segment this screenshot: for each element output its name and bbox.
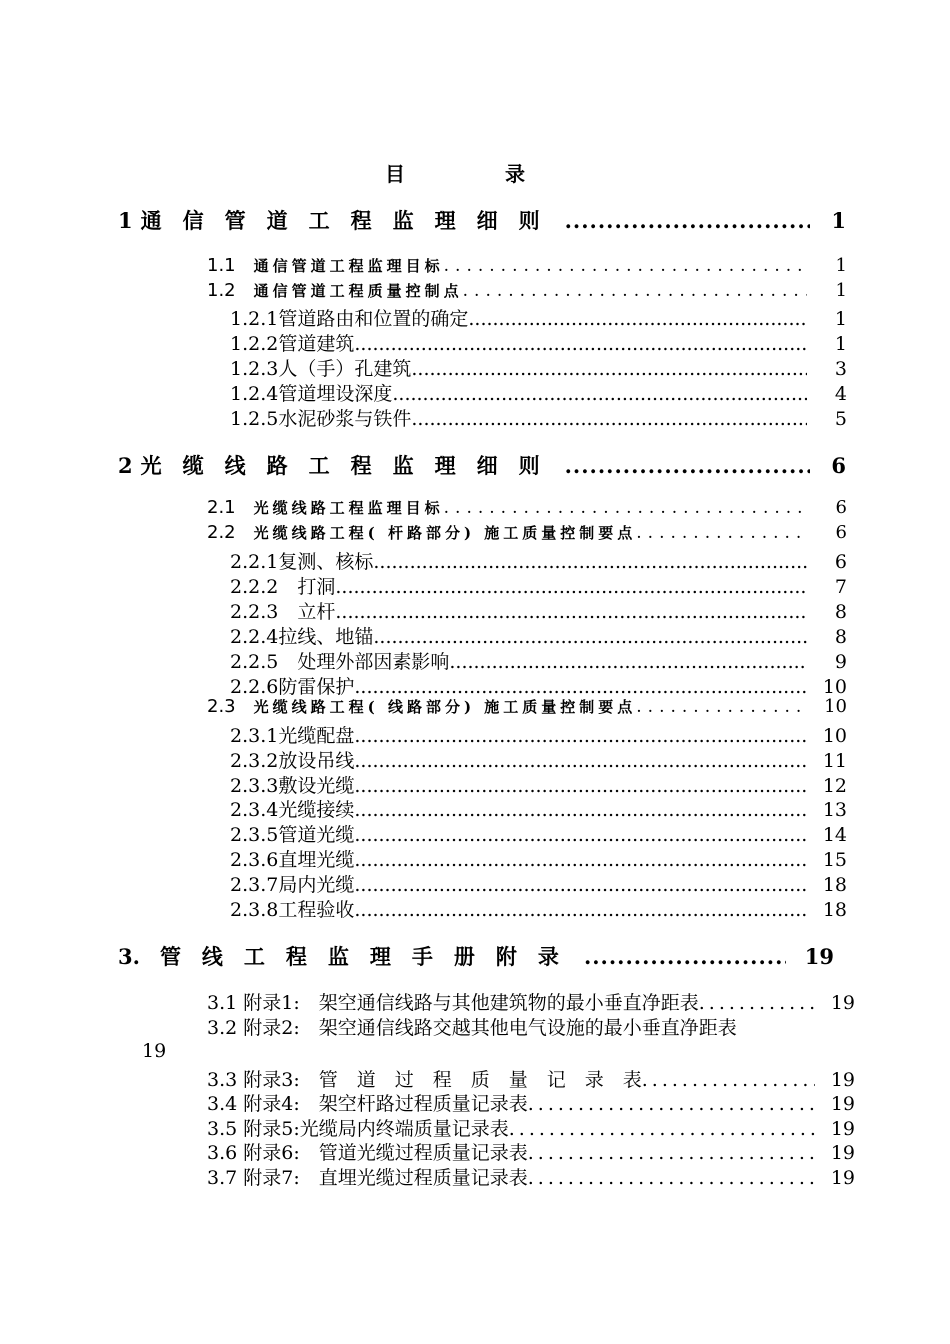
toc-chapter-3[interactable]	[118, 941, 834, 971]
toc-subsection[interactable]	[230, 572, 847, 599]
toc-subsection[interactable]	[230, 820, 847, 847]
subsection-title: 1.2.1管道路由和位置的确定	[230, 308, 469, 330]
subsection-title: 2.3.5管道光缆	[230, 824, 355, 846]
appendix-title: 3.3 附录3: 管 道 过 程 质 量 记 录 表	[207, 1069, 642, 1091]
subsection-title: 2.3.7局内光缆	[230, 874, 355, 896]
leader-dots	[354, 824, 807, 846]
leader-dots	[354, 676, 807, 698]
leader-dots	[468, 308, 807, 330]
leader-dots	[528, 1167, 815, 1189]
toc-subsection[interactable]	[230, 404, 847, 431]
appendix-title: 3.5 附录5:光缆局内终端质量记录表	[207, 1118, 509, 1140]
appendix-title: 3.4 附录4: 架空杆路过程质量记录表	[207, 1093, 528, 1115]
toc-section-2-2[interactable]	[207, 522, 847, 543]
subsection-title: 2.3.2放设吊线	[230, 750, 355, 772]
leader-dots	[444, 498, 807, 518]
chapter-title: 管线工程监理手册附录	[159, 944, 580, 969]
page-number: 18	[822, 899, 847, 921]
leader-dots	[444, 256, 807, 276]
leader-dots	[335, 601, 807, 623]
toc-section-2-1[interactable]	[207, 497, 847, 518]
toc-subsection[interactable]	[230, 845, 847, 872]
leader-dots	[636, 523, 807, 543]
leader-dots	[584, 944, 786, 969]
leader-dots	[528, 1142, 815, 1164]
toc-subsection[interactable]	[230, 795, 847, 822]
page-number: 1	[835, 280, 847, 301]
page-number: 1	[835, 255, 847, 276]
toc-appendix-5[interactable]	[207, 1114, 855, 1141]
toc-appendix-4[interactable]	[207, 1089, 855, 1116]
leader-dots	[373, 551, 807, 573]
toc-chapter-1[interactable]	[118, 205, 846, 235]
section-number: 1.1	[207, 255, 236, 276]
subsection-title: 2.2.4拉线、地锚	[230, 626, 374, 648]
leader-dots	[354, 750, 807, 772]
appendix-title: 3.2 附录2: 架空通信线路交越其他电气设施的最小垂直净距表	[207, 1017, 737, 1039]
subsection-title: 2.2.3 立杆	[230, 601, 336, 623]
leader-dots	[354, 874, 807, 896]
leader-dots	[411, 408, 807, 430]
subsection-title: 2.3.1光缆配盘	[230, 725, 355, 747]
leader-dots	[565, 453, 810, 478]
page-number: 19	[830, 1118, 855, 1140]
toc-section-2-3[interactable]	[207, 696, 847, 717]
leader-dots	[354, 899, 807, 921]
toc-appendix-7[interactable]	[207, 1163, 855, 1190]
chapter-number: 3.	[118, 944, 140, 969]
toc-subsection[interactable]	[230, 895, 847, 922]
toc-section-1-1[interactable]	[207, 255, 847, 276]
page-number: 19	[804, 944, 834, 969]
toc-appendix-3[interactable]	[207, 1065, 855, 1092]
appendix-title: 3.7 附录7: 直埋光缆过程质量记录表	[207, 1167, 528, 1189]
subsection-title: 2.3.8工程验收	[230, 899, 355, 921]
page-number: 3	[834, 358, 847, 380]
section-number: 2.1	[207, 497, 236, 518]
chapter-number: 1	[118, 208, 133, 233]
chapter-title: 通信管道工程监理细则	[140, 208, 561, 233]
page-number: 4	[834, 383, 847, 405]
page-number: 6	[835, 497, 847, 518]
section-title: 光缆线路工程( 杆路部分) 施工质量控制要点	[253, 524, 637, 542]
toc-subsection[interactable]	[230, 354, 847, 381]
subsection-title: 1.2.2管道建筑	[230, 333, 355, 355]
page-number: 19	[830, 1093, 855, 1115]
leader-dots	[636, 697, 807, 717]
page-number: 14	[822, 824, 847, 846]
page-number: 5	[834, 408, 847, 430]
leader-dots	[354, 725, 807, 747]
subsection-title: 1.2.4管道埋设深度	[230, 383, 393, 405]
toc-subsection[interactable]	[230, 622, 847, 649]
leader-dots	[335, 576, 807, 598]
subsection-title: 1.2.5水泥砂浆与铁件	[230, 408, 412, 430]
page-number: 19	[830, 1069, 855, 1091]
page-number: 15	[822, 849, 847, 871]
toc-subsection[interactable]	[230, 597, 847, 624]
toc-subsection[interactable]	[230, 547, 847, 574]
chapter-title: 光缆线路工程监理细则	[140, 453, 561, 478]
subsection-title: 2.3.4光缆接续	[230, 799, 355, 821]
toc-subsection[interactable]	[230, 771, 847, 798]
leader-dots	[565, 208, 810, 233]
page-number: 1	[834, 333, 847, 355]
leader-dots	[354, 849, 807, 871]
section-number: 2.3	[207, 696, 236, 717]
leader-dots	[463, 281, 807, 301]
leader-dots	[354, 799, 807, 821]
toc-subsection[interactable]	[230, 672, 847, 699]
toc-subsection[interactable]	[230, 647, 847, 674]
toc-subsection[interactable]	[230, 379, 847, 406]
leader-dots	[373, 626, 807, 648]
page-number: 19	[830, 1142, 855, 1164]
section-number: 2.2	[207, 522, 236, 543]
leader-dots	[392, 383, 807, 405]
page-number: 7	[834, 576, 847, 598]
page-number: 10	[824, 696, 847, 717]
leader-dots	[354, 775, 807, 797]
toc-subsection[interactable]	[230, 721, 847, 748]
leader-dots	[528, 1093, 815, 1115]
section-title: 通信管道工程质量控制点	[253, 282, 463, 300]
leader-dots	[449, 651, 807, 673]
page-number: 19	[142, 1040, 167, 1062]
page-number: 19	[830, 1167, 855, 1189]
toc-subsection[interactable]	[230, 329, 847, 356]
leader-dots	[509, 1118, 815, 1140]
page-number: 10	[822, 725, 847, 747]
subsection-title: 2.2.6防雷保护	[230, 676, 355, 698]
page-number: 1	[831, 208, 846, 233]
toc-section-1-2[interactable]	[207, 280, 847, 301]
chapter-number: 2	[118, 453, 133, 478]
page-number: 12	[822, 775, 847, 797]
subsection-title: 2.3.6直埋光缆	[230, 849, 355, 871]
subsection-title: 1.2.3人（手）孔建筑	[230, 358, 412, 380]
appendix-title: 3.6 附录6: 管道光缆过程质量记录表	[207, 1142, 528, 1164]
page-number: 6	[831, 453, 846, 478]
section-title: 光缆线路工程( 线路部分) 施工质量控制要点	[253, 698, 637, 716]
subsection-title: 2.2.5 处理外部因素影响	[230, 651, 450, 673]
toc-chapter-2[interactable]	[118, 450, 846, 480]
appendix-title: 3.1 附录1: 架空通信线路与其他建筑物的最小垂直净距表	[207, 992, 699, 1014]
page-number: 19	[830, 992, 855, 1014]
toc-subsection[interactable]	[230, 304, 847, 331]
leader-dots	[642, 1069, 815, 1091]
leader-dots	[699, 992, 815, 1014]
toc-title: 目 录	[385, 162, 565, 186]
section-title: 光缆线路工程监理目标	[253, 499, 444, 517]
page-number: 13	[822, 799, 847, 821]
page-number: 8	[834, 626, 847, 648]
subsection-title: 2.2.2 打洞	[230, 576, 336, 598]
section-number: 1.2	[207, 280, 236, 301]
toc-subsection[interactable]	[230, 870, 847, 897]
leader-dots	[354, 333, 807, 355]
page-number: 6	[834, 551, 847, 573]
toc-appendix-2[interactable]	[207, 1013, 737, 1040]
page-number: 9	[834, 651, 847, 673]
page-number: 1	[834, 308, 847, 330]
leader-dots	[411, 358, 807, 380]
toc-appendix-6[interactable]	[207, 1138, 855, 1165]
page-number: 11	[822, 750, 847, 772]
toc-subsection[interactable]	[230, 746, 847, 773]
subsection-title: 2.2.1复测、核标	[230, 551, 374, 573]
toc-appendix-1[interactable]	[207, 988, 855, 1015]
page-number: 18	[822, 874, 847, 896]
page-number: 6	[835, 522, 847, 543]
subsection-title: 2.3.3敷设光缆	[230, 775, 355, 797]
section-title: 通信管道工程监理目标	[253, 257, 444, 275]
page-number: 10	[822, 676, 847, 698]
page-number: 8	[834, 601, 847, 623]
